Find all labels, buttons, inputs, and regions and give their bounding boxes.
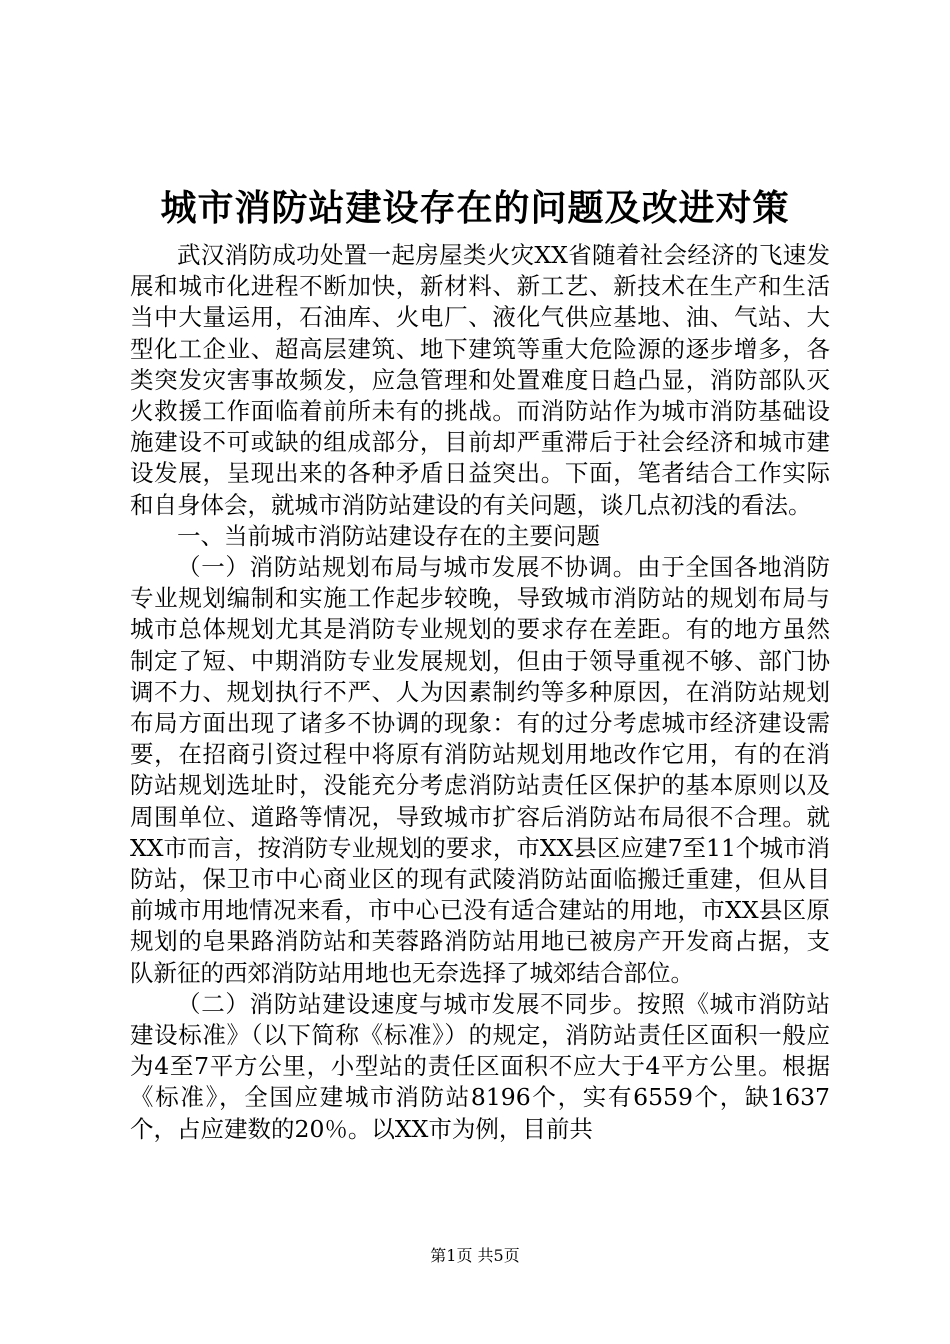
document-title: 城市消防站建设存在的问题及改进对策 bbox=[160, 187, 790, 229]
paragraph-problem-2: （二）消防站建设速度与城市发展不同步。按照《城市消防站建设标准》（以下简称《标准》）的规定，消防站责任区面积一般应为4至7平方公里，小型站的责任区面积不应大于4平方公里。根据《标准》，全国应建城市消防站8196个，实有6559个，缺1637个，占应建数的20％。以XX市为例，目前共 bbox=[130, 989, 830, 1143]
paragraph-intro: 武汉消防成功处置一起房屋类火灾XX省随着社会经济的飞速发展和城市化进程不断加快，新材料、新工艺、新技术在生产和生活当中大量运用，石油库、火电厂、液化气供应基地、油、气站、大型化工企业、超高层建筑、地下建筑等重大危险源的逐步增多，各类突发灾害事故频发，应急管理和处置难度日趋凸显，消防部队灭火救援工作面临着前所未有的挑战。而消防站作为城市消防基础设施建设不可或缺的组成部分，目前却严重滞后于社会经济和城市建设发展，呈现出来的各种矛盾日益突出。下面，笔者结合工作实际和自身体会，就城市消防站建设的有关问题，谈几点初浅的看法。 bbox=[130, 241, 830, 519]
section-heading: 一、当前城市消防站建设存在的主要问题 bbox=[177, 521, 600, 550]
document-body bbox=[130, 240, 830, 1145]
page-footer: 第1页 共5页 bbox=[430, 1246, 520, 1265]
paragraph-problem-1: （一）消防站规划布局与城市发展不协调。由于全国各地消防专业规划编制和实施工作起步较晚，导致城市消防站的规划布局与城市总体规划尤其是消防专业规划的要求存在差距。有的地方虽然制定了短、中期消防专业发展规划，但由于领导重视不够、部门协调不力、规划执行不严、人为因素制约等多种原因，在消防站规划布局方面出现了诸多不协调的现象：有的过分考虑城市经济建设需要，在招商引资过程中将原有消防站规划用地改作它用，有的在消防站规划选址时，没能充分考虑消防站责任区保护的基本原则以及周围单位、道路等情况，导致城市扩容后消防站布局很不合理。就XX市而言，按消防专业规划的要求，市XX县区应建7至11个城市消防站，保卫市中心商业区的现有武陵消防站面临搬迁重建，但从目前城市用地情况来看，市中心已没有适合建站的用地，市XX县区原规划的皂果路消防站和芙蓉路消防站用地已被房产开发商占据，支队新征的西郊消防站用地也无奈选择了城郊结合部位。 bbox=[130, 553, 830, 987]
